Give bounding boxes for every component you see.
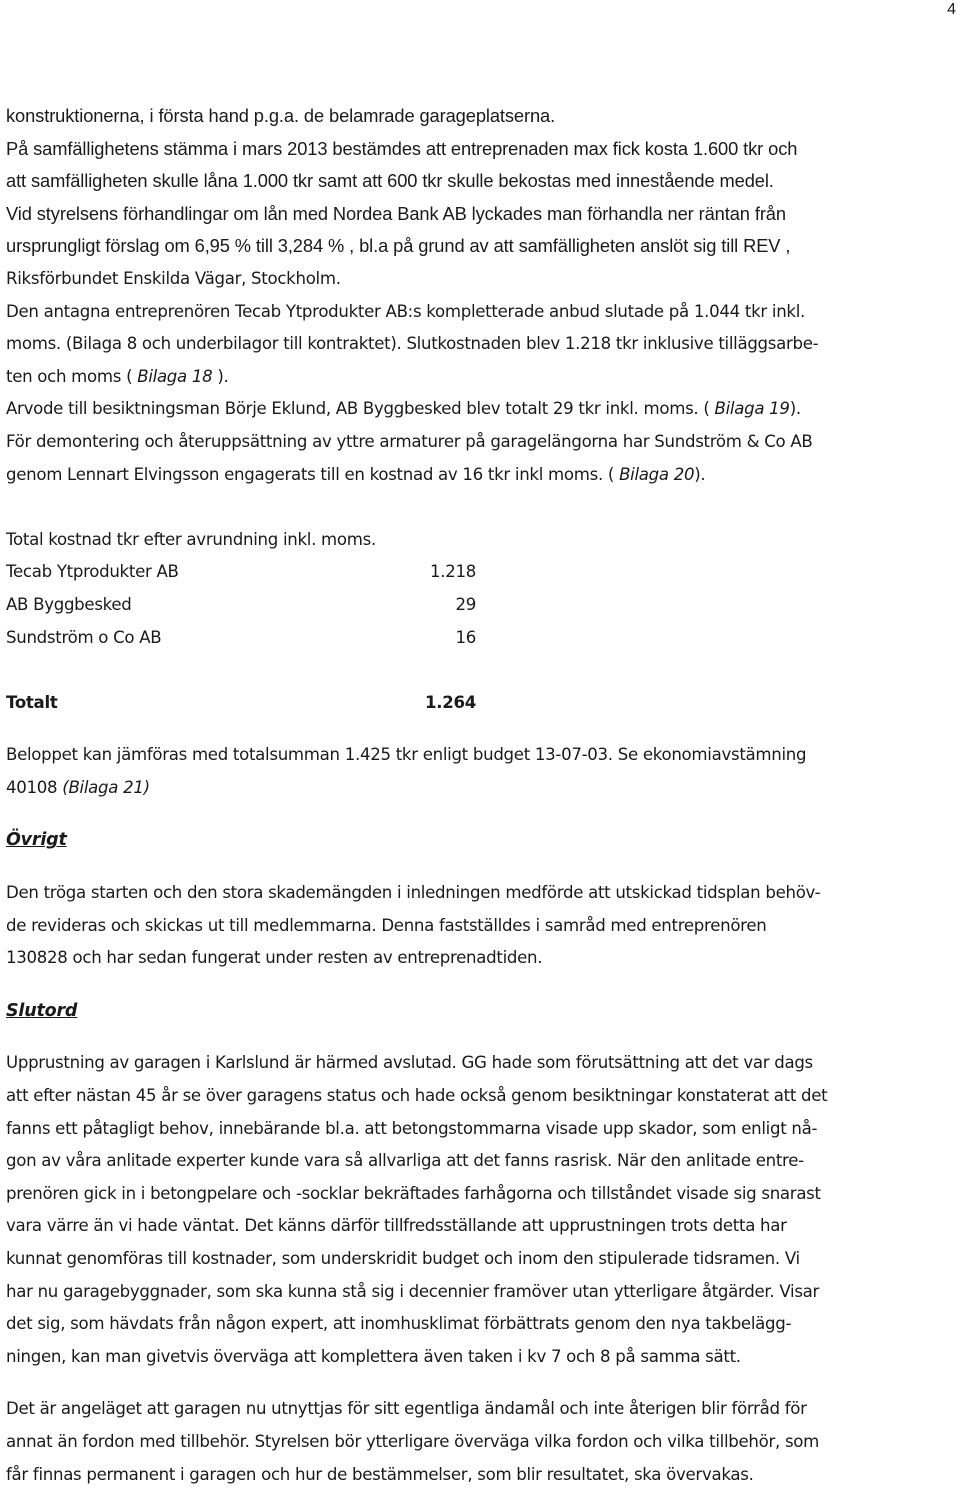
paragraph-line: Den tröga starten och den stora skademängden i inledningen medförde att utskickad tidsplan behöv-	[6, 883, 821, 903]
spacer	[6, 804, 956, 824]
cost-total-label: Totalt	[6, 692, 58, 712]
paragraph-line-bilaga-20	[6, 459, 956, 492]
paragraph-line: det sig, som hävdats från någon expert, att inomhusklimat förbättrats genom den nya takbelägg-	[6, 1314, 792, 1334]
paragraph-line: fanns ett påtagligt behov, innebärande bl.a. att betongstommarna visade upp skador, som enligt nå-	[6, 1118, 818, 1138]
spacer	[6, 975, 956, 995]
cost-total-row	[6, 687, 956, 720]
paragraph-line: de revideras och skickas ut till medlemmarna. Denna fastställdes i samråd med entreprenören	[6, 915, 767, 935]
text-segment: ten och moms (	[6, 366, 138, 386]
paragraph-line: Det är angeläget att garagen nu utnyttjas för sitt egentliga ändamål och inte återigen blir förråd för	[6, 1399, 807, 1419]
paragraph-line: För demontering och återuppsättning av yttre armaturer på garagelängorna har Sundström & Co AB	[6, 431, 813, 451]
spacer	[6, 857, 956, 877]
cost-label: Tecab Ytprodukter AB	[6, 562, 179, 582]
text-segment: Arvode till besiktningsman Börje Eklund, AB Byggbesked blev totalt 29 tkr inkl. moms. (	[6, 399, 715, 419]
cost-row	[6, 556, 956, 589]
text-segment: ).	[212, 366, 229, 386]
paragraph-line-bilaga-18	[6, 361, 956, 394]
paragraph-line: annat än fordon med tillbehör. Styrelsen bör ytterligare överväga vilka fordon och vilka tillbehör, som	[6, 1431, 820, 1451]
paragraph-line: kunnat genomföras till kostnader, som underskridit budget och inom den stipulerade tidsramen. Vi	[6, 1249, 800, 1268]
attachment-reference: Bilaga 18	[137, 366, 213, 386]
spacer	[6, 1027, 956, 1047]
document-body	[6, 100, 956, 1491]
text-segment: 40108	[6, 777, 63, 797]
section-heading-slutord: Slutord	[6, 1000, 78, 1021]
paragraph-line: har nu garagebyggnader, som ska kunna stå sig i decennier framöver utan ytterligare åtgärder. Visar	[6, 1281, 820, 1301]
paragraph-line-bilaga-21	[6, 772, 956, 805]
cost-label: AB Byggbesked	[6, 594, 132, 614]
page-number: 4	[947, 1, 956, 18]
paragraph-line: får finnas permanent i garagen och hur de bestämmelser, som blir resultatet, ska övervakas.	[6, 1464, 754, 1484]
paragraph-line: 130828 och har sedan fungerat under resten av entreprenadtiden.	[6, 948, 543, 968]
spacer	[6, 491, 956, 524]
paragraph-line: ningen, kan man givetvis överväga att komplettera även taken i kv 7 och 8 på samma sätt.	[6, 1346, 741, 1366]
cost-value: 1.218	[429, 562, 476, 582]
attachment-reference: (Bilaga 21)	[62, 777, 150, 797]
paragraph-line: moms. (Bilaga 8 och underbilagor till kontraktet). Slutkostnaden blev 1.218 tkr inklusive tilläggsarbe-	[6, 334, 819, 354]
spacer	[6, 1373, 956, 1393]
paragraph-line: gon av våra anlitade experter kunde vara så allvarliga att det fanns rasrisk. När den anlitade entre-	[6, 1151, 804, 1171]
section-heading-ovrigt: Övrigt	[6, 830, 67, 851]
paragraph-line: att efter nästan 45 år se över garagens status och hade också genom besiktningar konstaterat att det	[6, 1086, 828, 1106]
cost-row	[6, 622, 956, 655]
cost-row	[6, 589, 956, 622]
cost-value: 29	[455, 594, 476, 614]
cost-label: Sundström o Co AB	[6, 627, 162, 647]
text-segment: genom Lennart Elvingsson engagerats till en kostnad av 16 tkr inkl moms. (	[6, 464, 620, 484]
paragraph-line-bilaga-19	[6, 393, 956, 426]
text-segment: ).	[789, 399, 801, 419]
text-segment: ).	[694, 464, 706, 484]
paragraph-line: vara värre än vi hade väntat. Det känns därför tillfredsställande att upprustningen trots detta har	[6, 1216, 787, 1236]
paragraph-line: Upprustning av garagen i Karlslund är härmed avslutad. GG hade som förutsättning att det var dags	[6, 1053, 813, 1073]
paragraph-line: konstruktionerna, i första hand p.g.a. de belamrade garageplatserna.	[6, 105, 556, 126]
cost-value: 16	[455, 627, 476, 647]
paragraph-line: prenören gick in i betongpelare och -socklar bekräftades farhågorna och tillståndet visade sig snarast	[6, 1183, 821, 1203]
attachment-reference: Bilaga 19	[714, 399, 790, 419]
paragraph-line: ursprungligt förslag om 6,95 % till 3,284 % , bl.a på grund av att samfälligheten anslöt sig till REV ,	[6, 235, 791, 257]
cost-total-value: 1.264	[425, 692, 476, 712]
paragraph-line: Beloppet kan jämföras med totalsumman 1.425 tkr enligt budget 13-07-03. Se ekonomiavstämning	[6, 745, 807, 765]
paragraph-line: Riksförbundet Enskilda Vägar, Stockholm.	[6, 268, 341, 288]
attachment-reference: Bilaga 20	[619, 464, 695, 484]
spacer	[6, 719, 956, 739]
paragraph-line: På samfällighetens stämma i mars 2013 bestämdes att entreprenaden max fick kosta 1.600 tkr och	[6, 137, 798, 159]
paragraph-line: Vid styrelsens förhandlingar om lån med Nordea Bank AB lyckades man förhandla ner räntan från	[6, 202, 786, 224]
paragraph-line: att samfälligheten skulle låna 1.000 tkr samt att 600 tkr skulle bekostas med innestående medel.	[6, 170, 774, 192]
spacer	[6, 654, 956, 687]
paragraph-line: Den antagna entreprenören Tecab Ytprodukter AB:s kompletterade anbud slutade på 1.044 tkr inkl.	[6, 301, 805, 321]
cost-table-title: Total kostnad tkr efter avrundning inkl. moms.	[6, 529, 376, 549]
